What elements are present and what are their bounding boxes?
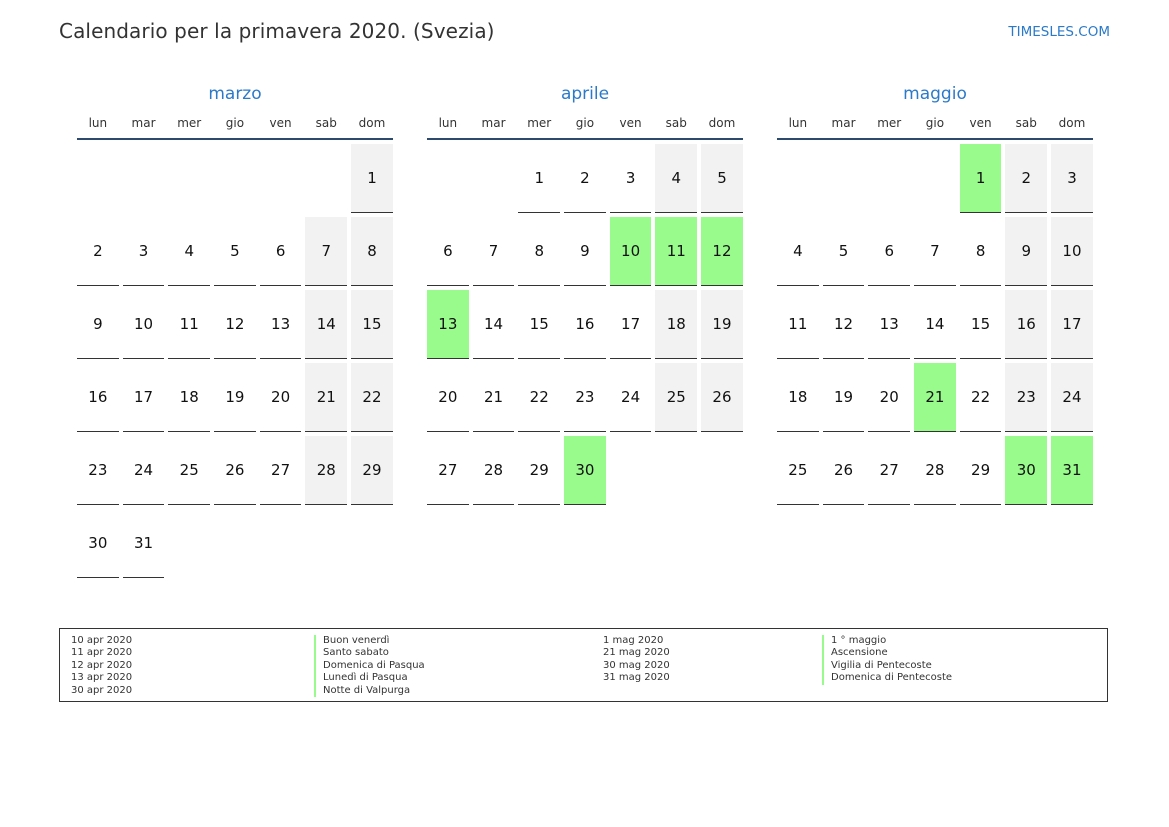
- weekday-label: gio: [225, 116, 245, 130]
- month-maggio: [777, 83, 1093, 505]
- weekday-label: mer: [877, 116, 902, 130]
- day-cell: 15: [518, 290, 560, 359]
- holiday-name: Ascensione: [822, 647, 888, 659]
- holiday-name: Vigilia di Pentecoste: [822, 660, 932, 672]
- day-cell: 12: [823, 290, 865, 359]
- empty-cell: [473, 144, 515, 213]
- empty-cell: [214, 144, 256, 213]
- day-cell: 28: [305, 436, 347, 505]
- empty-cell: [914, 144, 956, 213]
- day-cell: 2: [1005, 144, 1047, 213]
- day-cell: 22: [351, 363, 393, 432]
- day-cell: 8: [518, 217, 560, 286]
- day-cell: 20: [260, 363, 302, 432]
- day-cell: 6: [260, 217, 302, 286]
- day-cell: 24: [610, 363, 652, 432]
- day-cell: 15: [351, 290, 393, 359]
- day-cell: 26: [701, 363, 743, 432]
- day-cell: 22: [960, 363, 1002, 432]
- day-grid: [427, 144, 743, 505]
- day-cell: 5: [701, 144, 743, 213]
- day-cell: 10: [1051, 217, 1093, 286]
- day-cell: 20: [868, 363, 910, 432]
- day-cell: 10: [610, 217, 652, 286]
- day-cell: 19: [823, 363, 865, 432]
- day-cell: 31: [1051, 436, 1093, 505]
- weekday-header: [427, 116, 743, 140]
- month-name: marzo: [208, 84, 262, 104]
- holiday-name: Domenica di Pasqua: [314, 660, 425, 672]
- day-cell: 9: [77, 290, 119, 359]
- holiday-date: 30 mag 2020: [603, 659, 670, 671]
- holiday-date: 31 mag 2020: [603, 672, 670, 684]
- weekday-label: dom: [358, 116, 386, 130]
- day-cell: 24: [123, 436, 165, 505]
- day-cell: 31: [123, 509, 165, 578]
- day-cell: 8: [351, 217, 393, 286]
- weekday-label: lun: [88, 116, 108, 130]
- day-cell: 21: [473, 363, 515, 432]
- day-cell: 25: [655, 363, 697, 432]
- holiday-legend: [59, 628, 1108, 702]
- day-cell: 25: [777, 436, 819, 505]
- holiday-name: Notte di Valpurga: [314, 685, 410, 697]
- day-cell: 23: [77, 436, 119, 505]
- weekday-label: sab: [1015, 116, 1037, 130]
- weekday-label: mar: [131, 116, 156, 130]
- day-cell: 4: [655, 144, 697, 213]
- day-cell: 26: [214, 436, 256, 505]
- holiday-name: Buon venerdì: [314, 635, 389, 647]
- day-grid: [77, 144, 393, 578]
- weekday-label: gio: [925, 116, 945, 130]
- day-cell: 14: [305, 290, 347, 359]
- day-cell: 30: [564, 436, 606, 505]
- weekday-label: mar: [481, 116, 506, 130]
- holiday-name: Santo sabato: [314, 647, 389, 659]
- day-cell: 13: [260, 290, 302, 359]
- day-cell: 22: [518, 363, 560, 432]
- day-cell: 3: [610, 144, 652, 213]
- holiday-name: Lunedì di Pasqua: [314, 672, 408, 684]
- day-cell: 23: [564, 363, 606, 432]
- day-cell: 19: [701, 290, 743, 359]
- day-cell: 12: [214, 290, 256, 359]
- month-name: aprile: [560, 84, 610, 104]
- holiday-date: 10 apr 2020: [71, 635, 133, 646]
- day-cell: 28: [914, 436, 956, 505]
- day-cell: 16: [1005, 290, 1047, 359]
- day-cell: 6: [427, 217, 469, 286]
- holiday-date: 13 apr 2020: [71, 672, 133, 684]
- holiday-date: 30 apr 2020: [71, 684, 133, 696]
- day-cell: 10: [123, 290, 165, 359]
- day-cell: 11: [777, 290, 819, 359]
- day-cell: 25: [168, 436, 210, 505]
- day-cell: 5: [823, 217, 865, 286]
- day-cell: 14: [914, 290, 956, 359]
- empty-cell: [823, 144, 865, 213]
- day-cell: 17: [610, 290, 652, 359]
- day-cell: 3: [1051, 144, 1093, 213]
- day-cell: 16: [77, 363, 119, 432]
- weekday-label: mer: [177, 116, 202, 130]
- day-cell: 3: [123, 217, 165, 286]
- day-cell: 23: [1005, 363, 1047, 432]
- holiday-date: 1 mag 2020: [603, 635, 664, 646]
- page-title: Calendario per la primavera 2020. (Svezia): [59, 19, 495, 43]
- holiday-date: 12 apr 2020: [71, 659, 133, 671]
- month-aprile: [427, 83, 743, 505]
- day-cell: 4: [777, 217, 819, 286]
- weekday-label: lun: [438, 116, 458, 130]
- day-cell: 1: [960, 144, 1002, 213]
- day-cell: 21: [914, 363, 956, 432]
- day-cell: 29: [960, 436, 1002, 505]
- day-cell: 13: [427, 290, 469, 359]
- day-cell: 26: [823, 436, 865, 505]
- day-cell: 21: [305, 363, 347, 432]
- site-link[interactable]: TIMESLES.COM: [1008, 24, 1110, 40]
- day-cell: 7: [305, 217, 347, 286]
- day-cell: 15: [960, 290, 1002, 359]
- day-cell: 18: [655, 290, 697, 359]
- empty-cell: [868, 144, 910, 213]
- day-cell: 30: [1005, 436, 1047, 505]
- weekday-header: [77, 116, 393, 140]
- day-cell: 8: [960, 217, 1002, 286]
- weekday-label: gio: [575, 116, 595, 130]
- weekday-label: mer: [527, 116, 552, 130]
- day-cell: 7: [473, 217, 515, 286]
- day-cell: 18: [168, 363, 210, 432]
- weekday-label: sab: [315, 116, 337, 130]
- empty-cell: [777, 144, 819, 213]
- day-cell: 27: [427, 436, 469, 505]
- day-cell: 29: [518, 436, 560, 505]
- holiday-date: 21 mag 2020: [603, 647, 670, 659]
- day-cell: 11: [168, 290, 210, 359]
- day-cell: 18: [777, 363, 819, 432]
- weekday-label: ven: [269, 116, 292, 130]
- day-cell: 17: [1051, 290, 1093, 359]
- day-cell: 27: [260, 436, 302, 505]
- day-cell: 9: [1005, 217, 1047, 286]
- day-cell: 1: [351, 144, 393, 213]
- day-cell: 6: [868, 217, 910, 286]
- day-cell: 16: [564, 290, 606, 359]
- weekday-label: dom: [708, 116, 736, 130]
- empty-cell: [305, 144, 347, 213]
- weekday-label: sab: [665, 116, 687, 130]
- holiday-name: 1 ° maggio: [822, 635, 886, 647]
- day-cell: 14: [473, 290, 515, 359]
- day-grid: [777, 144, 1093, 505]
- day-cell: 4: [168, 217, 210, 286]
- weekday-label: ven: [619, 116, 642, 130]
- day-cell: 28: [473, 436, 515, 505]
- day-cell: 7: [914, 217, 956, 286]
- day-cell: 9: [564, 217, 606, 286]
- holiday-date: 11 apr 2020: [71, 647, 133, 659]
- empty-cell: [123, 144, 165, 213]
- holiday-name: Domenica di Pentecoste: [822, 672, 952, 684]
- day-cell: 11: [655, 217, 697, 286]
- day-cell: 24: [1051, 363, 1093, 432]
- day-cell: 20: [427, 363, 469, 432]
- month-marzo: [77, 83, 393, 578]
- day-cell: 30: [77, 509, 119, 578]
- empty-cell: [168, 144, 210, 213]
- empty-cell: [427, 144, 469, 213]
- weekday-header: [777, 116, 1093, 140]
- weekday-label: dom: [1058, 116, 1086, 130]
- weekday-label: lun: [788, 116, 808, 130]
- month-name: maggio: [903, 84, 967, 104]
- day-cell: 29: [351, 436, 393, 505]
- weekday-label: mar: [831, 116, 856, 130]
- empty-cell: [260, 144, 302, 213]
- day-cell: 17: [123, 363, 165, 432]
- day-cell: 2: [564, 144, 606, 213]
- empty-cell: [77, 144, 119, 213]
- day-cell: 27: [868, 436, 910, 505]
- day-cell: 13: [868, 290, 910, 359]
- day-cell: 2: [77, 217, 119, 286]
- day-cell: 1: [518, 144, 560, 213]
- day-cell: 5: [214, 217, 256, 286]
- weekday-label: ven: [969, 116, 992, 130]
- day-cell: 12: [701, 217, 743, 286]
- day-cell: 19: [214, 363, 256, 432]
